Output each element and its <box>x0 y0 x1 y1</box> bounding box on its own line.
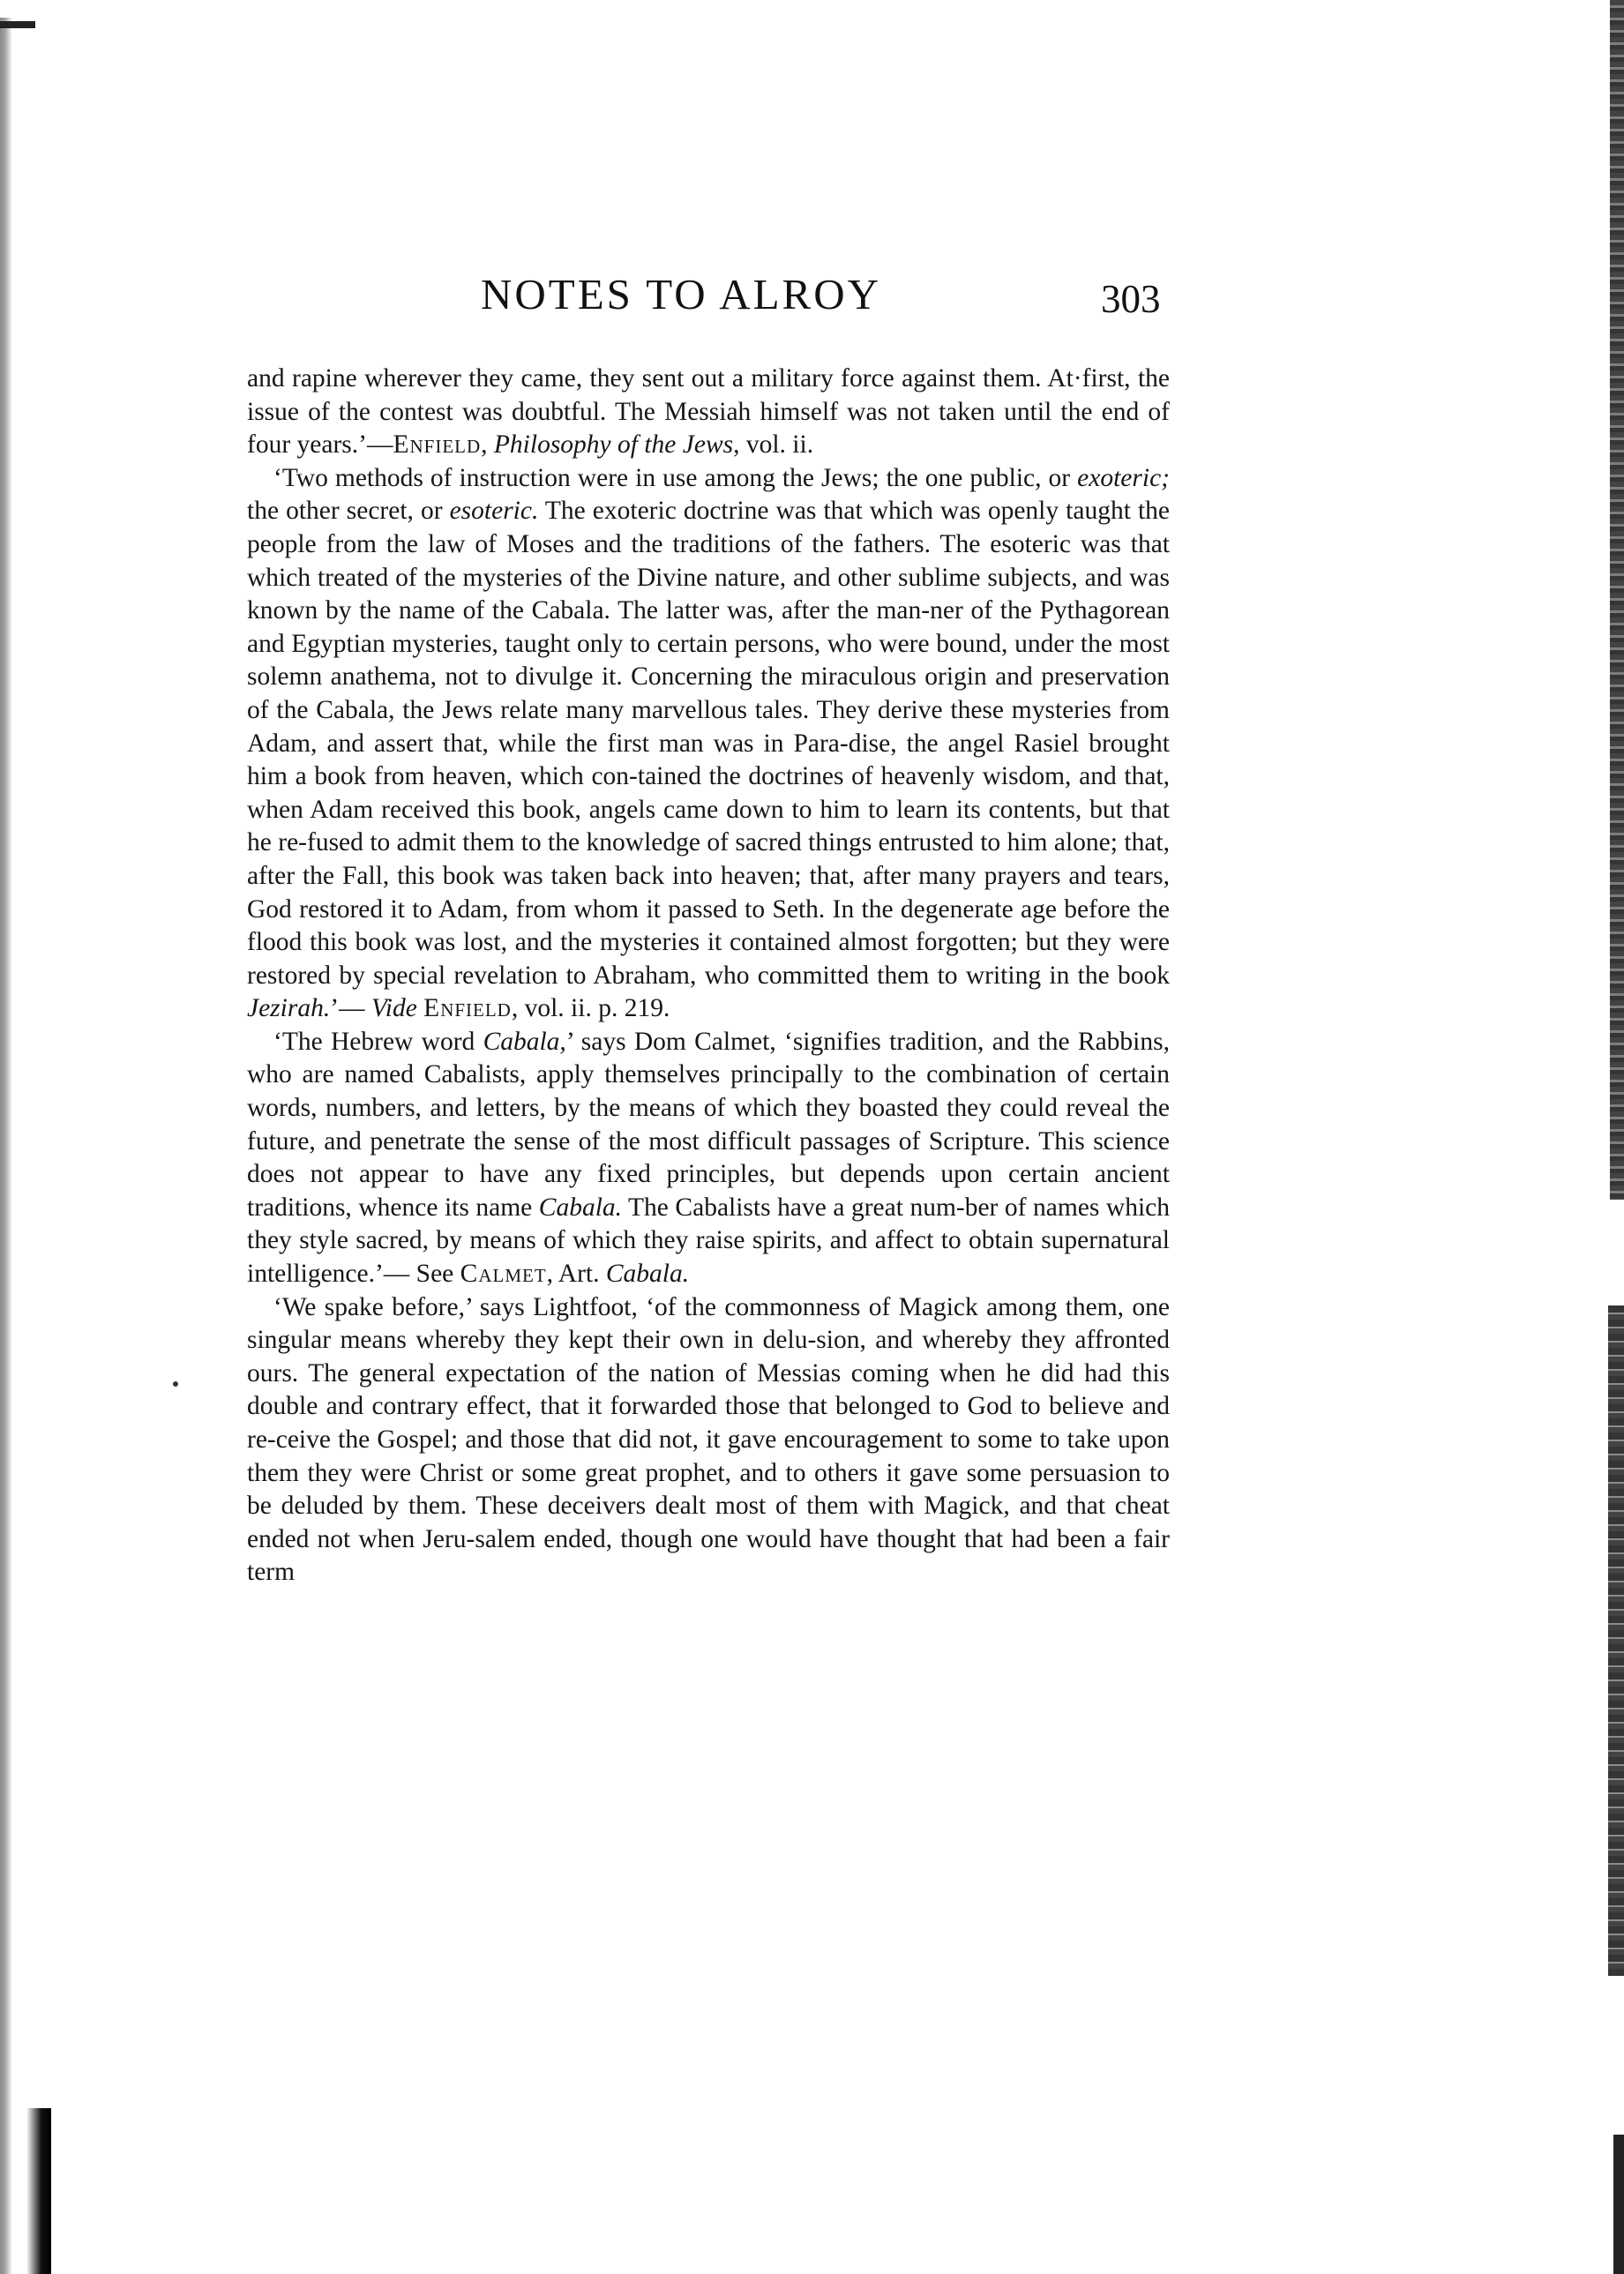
text-run: and rapine wherever they came, they sent out a military force against them. At·first, the issue of the contest was doubtful. The Messiah himself was not taken until the end of four years.’— <box>247 364 1170 460</box>
page-number: 303 <box>1101 277 1161 321</box>
text-run: ‘The Hebrew word <box>273 1027 483 1056</box>
scan-edge-left-shadow <box>26 2108 51 2274</box>
paragraph-2 <box>247 462 1170 1026</box>
text-run: ’— <box>330 994 371 1023</box>
paragraph-1 <box>247 363 1170 462</box>
small-caps-text: Enfield <box>423 994 512 1023</box>
text-run: , vol. ii. p. 219. <box>511 994 670 1023</box>
scan-edge-left <box>0 18 12 2274</box>
small-caps-text: Enfield <box>393 430 482 460</box>
text-run: , <box>481 430 494 460</box>
text-run: ’ says Dom Calmet, ‘signifies tradition, and the Rabbins, who are named Cabalists, apply themselves principally to the combination of certain words, numbers, and letters, by the means of which they boasted they could reveal the future, and penetrate the sense of the most difficult passages of Scripture. This science does not appear to have any fixed principles, but depends upon certain ancient traditions, whence its name <box>247 1027 1170 1222</box>
text-run: The Cabalists have a great num-ber of names which they style sacred, by means of which they raise spirits, and affect to obtain supernatural intelligence.’— See <box>247 1193 1170 1289</box>
italic-text: Cabala. <box>538 1193 623 1222</box>
text-run: , Art. <box>546 1260 606 1289</box>
paragraph-4 <box>247 1291 1170 1590</box>
text-run: the other secret, or <box>247 497 450 526</box>
scan-edge-right-lower <box>1608 1305 1624 1976</box>
italic-text: Vide <box>370 994 417 1023</box>
scan-edge-left-mark <box>0 21 35 28</box>
text-run: , vol. ii. <box>733 430 814 460</box>
italic-text: Cabala, <box>483 1027 566 1056</box>
italic-text: Cabala. <box>605 1260 690 1289</box>
italic-text: Philosophy of the Jews <box>493 430 734 460</box>
body-text <box>247 363 1170 1590</box>
scan-speck <box>173 1381 178 1387</box>
text-run: ‘We spake before,’ says Lightfoot, ‘of the commonness of Magick among them, one singular means whereby they kept their own in delu-sion, and whereby they affronted ours. The general expectation of the nation of Messias coming when he did had this double and contrary effect, that it forwarded those that belonged to God to believe and re-ceive the Gospel; and those that did not, it gave encouragement to some to take upon them they were Christ or some great prophet, and to others it gave some persuasion to be deluded by them. These deceivers dealt most of them with Magick, and that cheat ended not when Jeru-salem ended, though one would have thought that had been a fair term <box>247 1292 1170 1587</box>
running-head: NOTES TO ALROY <box>481 270 882 318</box>
text-run: ‘Two methods of instruction were in use among the Jews; the one public, or <box>273 463 1078 492</box>
text-run: The exoteric doctrine was that which was openly taught the people from the law of Moses and the traditions of the fathers. The esoteric was that which treated of the mysteries of the Divine nature, and other sublime subjects, and was known by the name of the Cabala. The latter was, after the man-ner of the Pythagorean and Egyptian mysteries, taught only to certain persons, who were bound, under the most solemn anathema, not to divulge it. Concerning the miraculous origin and preservation of the Cabala, the Jews relate many marvellous tales. They derive these mysteries from Adam, and assert that, while the first man was in Para-dise, the angel Rasiel brought him a book from heaven, which con-tained the doctrines of heavenly wisdom, and that, when Adam received this book, angels came down to him to learn its contents, but that he re-fused to admit them to the knowledge of sacred things entrusted to him alone; that, after the Fall, this book was taken back into heaven; that, after many prayers and tears, God restored it to Adam, from whom it passed to Seth. In the degenerate age before the flood this book was lost, and the mysteries it contained almost forgotten; but they were restored by special revelation to Abraham, who committed them to writing in the book <box>247 497 1170 990</box>
italic-text: Jezirah. <box>247 994 331 1023</box>
page-header <box>247 269 1182 331</box>
scan-edge-right-bottom <box>1613 2135 1624 2274</box>
italic-text: esoteric. <box>449 497 539 526</box>
scan-edge-right <box>1610 0 1624 1200</box>
small-caps-text: Calmet <box>460 1260 547 1289</box>
italic-text: exoteric; <box>1077 463 1170 492</box>
paragraph-3 <box>247 1026 1170 1291</box>
